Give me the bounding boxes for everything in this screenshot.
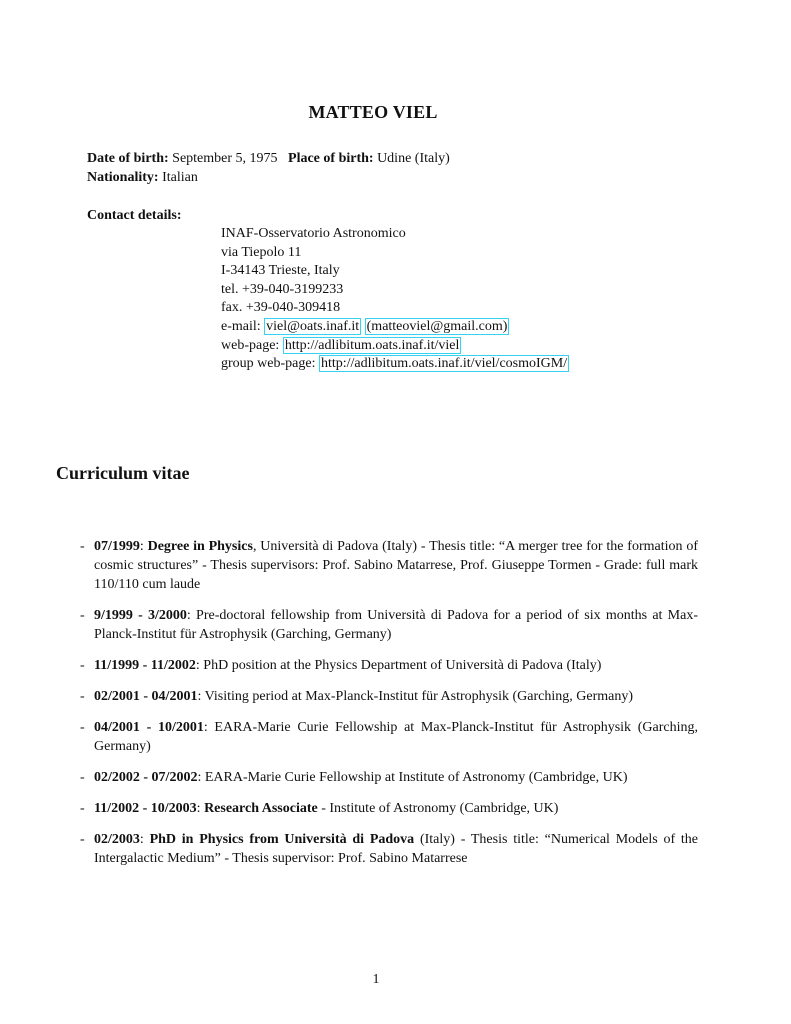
contact-city: I-34143 Trieste, Italy [221, 263, 340, 279]
bullet-dash: - [80, 801, 85, 816]
item-date: 07/1999 [94, 539, 140, 554]
section-title-cv: Curriculum vitae [56, 463, 190, 483]
list-item [80, 718, 698, 756]
item-date: 04/2001 - 10/2001 [94, 720, 204, 735]
contact-label: Contact details: [87, 208, 182, 223]
bullet-dash: - [80, 689, 85, 704]
document-title: MATTEO VIEL [308, 102, 438, 122]
group-web-label: group web-page: [221, 356, 316, 372]
contact-tel: tel. +39-040-3199233 [221, 281, 344, 297]
web-page-link[interactable]: http://adlibitum.oats.inaf.it/viel [284, 337, 460, 353]
list-item: - 07/1999: Degree in Physics, Università di Padova (Italy) - Thesis title: “A merger tree for the formation of cosmic structures” - Thesis supervisors: Prof. Sabino Matarrese, Prof. Giuseppe Tormen - Grade: full mark 110/110 cum laude [80, 539, 698, 592]
item-text: , Università di Padova (Italy) - Thesis title: “A merger tree for the formation of cosmic structures” - Thesis supervisors: Prof. Sabino Matarrese, Prof. Giuseppe Tormen - Grade: full mark 110/110 cum laude [94, 539, 698, 592]
list-item [80, 768, 698, 787]
list-item [80, 606, 698, 644]
contact-heading [87, 206, 182, 225]
item-date: 02/2001 - 04/2001 [94, 689, 198, 704]
group-web-page-link[interactable]: http://adlibitum.oats.inaf.it/viel/cosmoIGM/ [320, 356, 568, 372]
contact-web-line [221, 337, 569, 356]
item-date: 02/2003 [94, 832, 140, 847]
contact-group-line [221, 355, 569, 374]
item-highlight: Degree in Physics [147, 539, 253, 554]
nationality-label: Nationality: [87, 170, 159, 185]
dob-value: September 5, 1975 [172, 151, 278, 166]
bullet-dash: - [80, 770, 85, 785]
birth-info-line [87, 149, 450, 168]
item-text: : PhD position at the Physics Department of Università di Padova (Italy) [195, 658, 602, 673]
item-date: 11/2002 - 10/2003 [94, 801, 197, 816]
cv-list [80, 537, 698, 880]
contact-block [221, 225, 569, 374]
contact-email-line [221, 318, 569, 337]
web-label: web-page: [221, 337, 280, 353]
item-text: : Visiting period at Max-Planck-Institut für Astrophysik (Garching, Germany) [197, 689, 633, 704]
item-text: : Pre-doctoral fellowship from Università di Padova for a period of six months at Max-Planck-Institut für Astrophysik (Garching, Germany) [94, 608, 698, 642]
list-item [80, 656, 698, 675]
list-item [80, 687, 698, 706]
list-item: - 11/2002 - 10/2003: Research Associate - Institute of Astronomy (Cambridge, UK) [80, 801, 559, 816]
item-date: 02/2002 - 07/2002 [94, 770, 198, 785]
item-date: 9/1999 - 3/2000 [94, 608, 187, 623]
bullet-dash: - [80, 832, 85, 847]
nationality-line [87, 168, 198, 187]
bullet-dash: - [80, 539, 85, 554]
item-text: - Institute of Astronomy (Cambridge, UK) [317, 801, 559, 816]
pob-label: Place of birth: [288, 151, 374, 166]
item-text: : EARA-Marie Curie Fellowship at Institute of Astronomy (Cambridge, UK) [197, 770, 628, 785]
contact-street: via Tiepolo 11 [221, 244, 302, 260]
contact-fax: fax. +39-040-309418 [221, 300, 341, 316]
email-link[interactable]: viel@oats.inaf.it [266, 318, 360, 334]
item-text: : EARA-Marie Curie Fellowship at Max-Planck-Institut für Astrophysik (Garching, Germany) [94, 720, 698, 754]
item-highlight: Research Associate [204, 801, 318, 816]
list-item: - 02/2003: PhD in Physics from Università di Padova (Italy) - Thesis title: “Numerical Models of the Intergalactic Medium” - Thesis supervisor: Prof. Sabino Matarrese [80, 832, 699, 866]
email-label: e-mail: [221, 318, 261, 334]
bullet-dash: - [80, 720, 85, 735]
item-text: (Italy) - Thesis title: “Numerical Models of the Intergalactic Medium” - Thesis supervisor: Prof. Sabino Matarrese [94, 832, 699, 866]
bullet-dash: - [80, 658, 85, 673]
pob-value: Udine (Italy) [377, 151, 450, 166]
nationality-value: Italian [162, 170, 198, 185]
item-highlight: PhD in Physics from Università di Padova [149, 832, 415, 847]
contact-institute: INAF-Osservatorio Astronomico [221, 226, 406, 241]
bullet-dash: - [80, 608, 85, 623]
item-date: 11/1999 - 11/2002 [94, 658, 196, 673]
dob-label: Date of birth: [87, 151, 169, 166]
email-secondary-link[interactable]: (matteoviel@gmail.com) [366, 318, 508, 334]
page-number: 1 [372, 972, 380, 987]
